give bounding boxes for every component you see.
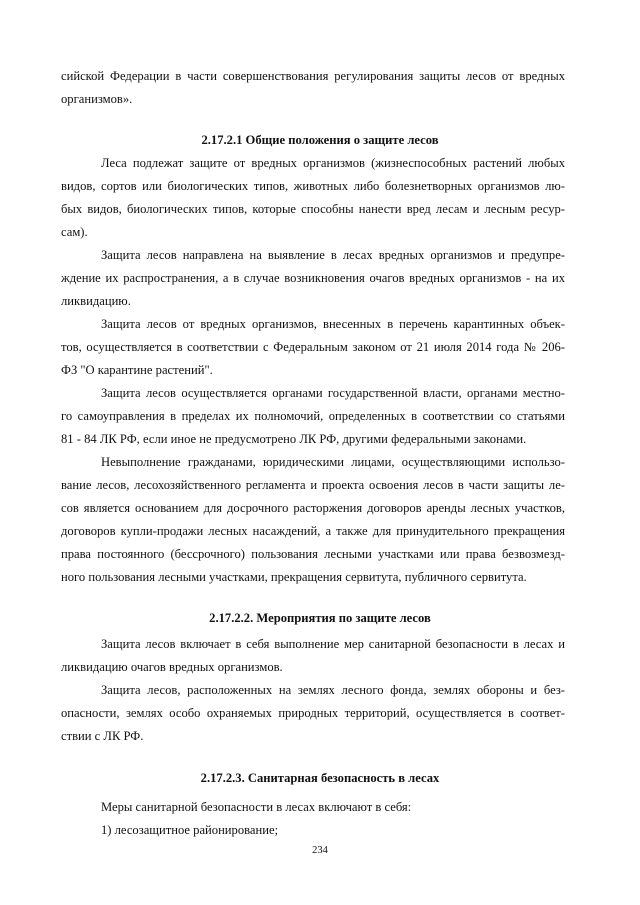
body-line: Защита лесов, расположенных на землях лесного фонда, землях обороны и без- [101,683,565,697]
body-line: Защита лесов включает в себя выполнение мер санитарной безопасности в лесах и [101,637,565,651]
section-heading: 2.17.2.3. Санитарная безопасность в лесах [200,771,440,785]
section-heading: 2.17.2.1 Общие положения о защите лесов [201,133,439,147]
body-line: договоров купли-продажи лесных насаждений, а также для принудительного прекращения [61,524,565,538]
body-line: опасности, землях особо охраняемых природных территорий, осуществляется в соответ- [61,706,565,720]
body-line: права постоянного (бессрочного) пользования лесными участками или права безвозмезд- [61,547,565,561]
body-line: ждение их распространения, а в случае возникновения очагов вредных организмов - на их [61,271,565,285]
body-line: ствии с ЛК РФ. [61,729,144,743]
section-heading: 2.17.2.2. Мероприятия по защите лесов [209,611,431,625]
body-line: ФЗ "О карантине растений". [61,363,213,377]
body-line: 1) лесозащитное районирование; [101,823,279,837]
body-line: сам). [61,225,88,239]
body-line: ликвидацию очагов вредных организмов. [61,660,283,674]
body-line: 81 - 84 ЛК РФ, если иное не предусмотрено ЛК РФ, другими федеральными законами. [61,432,527,446]
body-line: сийской Федерации в части совершенствования регулирования защиты лесов от вредных [61,69,565,83]
body-line: ликвидацию. [61,294,131,308]
body-line: сов является основанием для досрочного расторжения договоров аренды лесных участков, [61,501,565,515]
body-line: Защита лесов осуществляется органами государственной власти, органами местно- [101,386,565,400]
body-line: тов, осуществляется в соответствии с Федеральным законом от 21 июля 2014 года № 206- [61,340,565,354]
body-line: видов, сортов или биологических типов, животных либо болезнетворных организмов лю- [61,179,565,193]
body-line: Леса подлежат защите от вредных организмов (жизнеспособных растений любых [101,156,565,170]
body-line: Невыполнение гражданами, юридическими лицами, осуществляющими использо- [101,455,565,469]
page-number: 234 [312,845,328,856]
body-line: Защита лесов от вредных организмов, внесенных в перечень карантинных объек- [101,317,565,331]
body-line: Защита лесов направлена на выявление в лесах вредных организмов и предупре- [101,248,565,262]
body-line: бых видов, биологических типов, которые способны нанести вред лесам и лесным ресур- [61,202,565,216]
body-line: вание лесов, лесохозяйственного регламента и проекта освоения лесов в части защиты ле- [61,478,565,492]
body-line: ного пользования лесными участками, прекращения сервитута, публичного сервитута. [61,570,527,584]
body-line: го самоуправления в пределах их полномочий, определенных в соответствии со статьями [61,409,565,423]
body-line: Меры санитарной безопасности в лесах включают в себя: [101,800,412,814]
body-line: организмов». [61,92,133,106]
